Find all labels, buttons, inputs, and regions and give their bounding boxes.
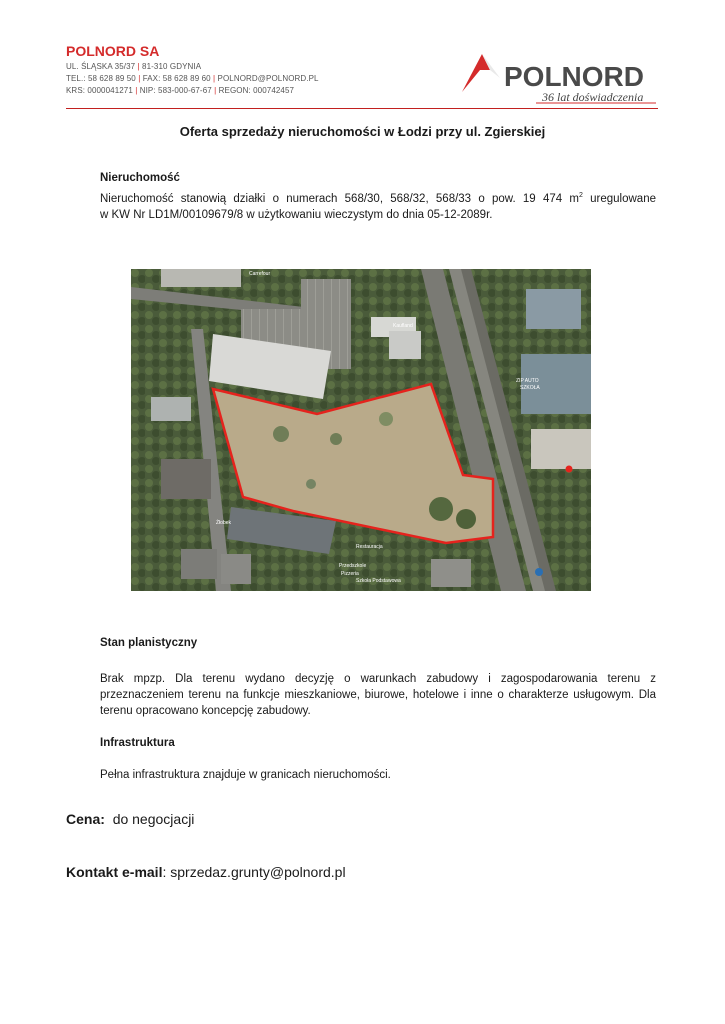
- page-title: Oferta sprzedaży nieruchomości w Łodzi przy ul. Zgierskiej: [179, 124, 546, 139]
- svg-text:Kaufland: Kaufland: [393, 323, 413, 329]
- svg-text:Pizzeria: Pizzeria: [341, 571, 359, 577]
- svg-text:ZIP AUTO: ZIP AUTO: [516, 378, 539, 384]
- company-email[interactable]: POLNORD@POLNORD.PL: [217, 74, 319, 83]
- phone-line: TEL.: 58 628 89 50 | FAX: 58 628 89 60 | POLNORD@POLNORD.PL: [66, 74, 319, 83]
- property-description: Nieruchomość stanowią działki o numerach 568/30, 568/32, 568/33 o pow. 19 474 $m^2$ uregulowane w KW Nr LD1M/00109679/8 w użytkowaniu wieczystym do dnia 05-12-2089r.: [100, 192, 656, 221]
- contact-email[interactable]: sprzedaz.grunty@polnord.pl: [170, 864, 346, 880]
- infrastructure-text: Pełna infrastruktura znajduje w granicach nieruchomości.: [100, 769, 391, 781]
- registry-line: KRS: 0000041271 | NIP: 583-000-67-67 | REGON: 000742457: [66, 86, 295, 95]
- header-divider: [66, 108, 658, 109]
- planning-text: Brak mpzp. Dla terenu wydano decyzję o warunkach zabudowy i zagospodarowania terenu z przeznaczeniem terenu na funkcje mieszkaniowe, biurowe, hotelowe i inne o charakterze usługowym. Dla terenu opracowano koncepcję zabudowy.: [100, 673, 656, 717]
- price-value: do negocjacji: [112, 811, 195, 827]
- property-heading: Nieruchomość: [100, 172, 180, 184]
- svg-text:SZKOŁA: SZKOŁA: [520, 385, 540, 391]
- svg-text:Carrefour: Carrefour: [249, 271, 271, 277]
- svg-text:Żłobek: Żłobek: [216, 520, 232, 526]
- logo-text: POLNORD: [504, 61, 644, 92]
- contact-line: Kontakt e-mail: sprzedaz.grunty@polnord.pl: [66, 864, 346, 880]
- map-marker-icon: [566, 466, 573, 473]
- contact-label: Kontakt e-mail: [66, 864, 163, 880]
- address-line: UL. ŚLĄSKA 35/37 | 81-310 GDYNIA: [66, 62, 202, 71]
- logo-tagline: 36 lat doświadczenia: [542, 90, 644, 104]
- price-label: Cena:: [66, 811, 105, 827]
- price-line: [66, 811, 194, 827]
- planning-heading: Stan planistyczny: [100, 637, 198, 649]
- svg-text:Szkoła Podstawowa: Szkoła Podstawowa: [356, 578, 401, 584]
- company-name: POLNORD SA: [66, 43, 160, 59]
- svg-text:Przedszkole: Przedszkole: [339, 563, 367, 569]
- map-marker-icon: [535, 568, 543, 576]
- polnord-logo: [460, 48, 660, 104]
- aerial-map: [131, 269, 591, 591]
- infrastructure-heading: Infrastruktura: [100, 737, 175, 749]
- svg-text:Restauracja: Restauracja: [356, 544, 383, 550]
